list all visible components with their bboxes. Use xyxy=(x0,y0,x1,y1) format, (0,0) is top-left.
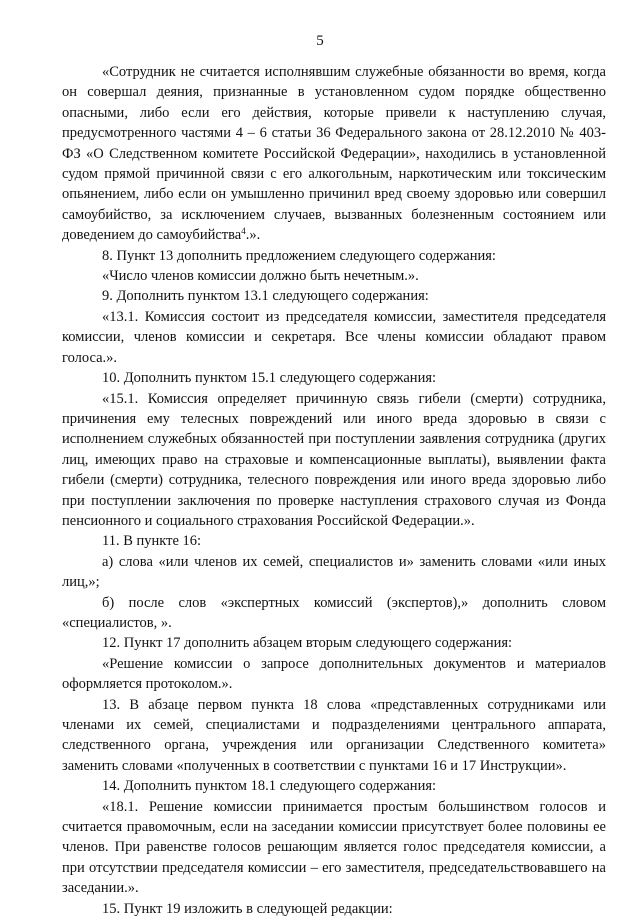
paragraph-quote-18-1: «18.1. Решение комиссии принимается простым большинством голосов и считается правомочным, если на заседании комиссии присутствует более половины ее членов. При равенстве голосов решающим является голос председателя комиссии, а при отсутствии председателя комиссии – его заместителя, председательствовавшего на заседании.». xyxy=(62,798,606,897)
paragraph-quote-odd-members: «Число членов комиссии должно быть нечетным.». xyxy=(102,268,419,285)
paragraph-item-11-b: б) после слов «экспертных комиссий (экспертов),» дополнить словом «специалистов, ». xyxy=(62,594,606,631)
paragraph-item-11: 11. В пункте 16: xyxy=(102,533,202,550)
paragraph-item-13: 13. В абзаце первом пункта 18 слова «представленных сотрудниками или членами их семей, специалистами и подразделениями центрального аппарата, следственного органа, учреждения или организации Следственного комитета» заменить словами «полученных в соответствии с пунктами 16 и 17 Инструкции». xyxy=(62,696,606,774)
paragraph-item-15: 15. Пункт 19 изложить в следующей редакции: xyxy=(102,900,393,917)
footnote-reference: 4 xyxy=(241,226,246,237)
paragraph-closing: .». xyxy=(245,227,261,244)
paragraph-item-11-a: а) слова «или членов их семей, специалистов и» заменить словами «или иных лиц,»; xyxy=(62,553,606,591)
paragraph-item-10: 10. Дополнить пунктом 15.1 следующего содержания: xyxy=(102,370,437,387)
document-body xyxy=(62,62,606,919)
paragraph-quote-employee-not-on-duty xyxy=(62,62,606,246)
paragraph-item-14: 14. Дополнить пунктом 18.1 следующего содержания: xyxy=(102,778,437,795)
paragraph-text: «Сотрудник не считается исполнявшим служебные обязанности во время, когда он совершал деяния, признанные в установленном судом порядке общественно опасными, либо если его действия, которые привели к наступлению случая, предусмотренного частями 4 – 6 статьи 36 Федерального закона от 28.12.2010 № 403-ФЗ «О Следственном комитете Российской Федерации», находились в установленной судом прямой причинной связи с его алкогольным, наркотическим или токсическим опьянением, либо если он умышленно причинил вред своему здоровью или совершил самоубийство, за исключением случаев, вызванных болезненным состоянием или доведением до самоубийства xyxy=(62,64,606,244)
page-number: 5 xyxy=(316,33,324,49)
paragraph-quote-protocol: «Решение комиссии о запросе дополнительных документов и материалов оформляется протоколом.». xyxy=(62,655,606,693)
paragraph-item-8: 8. Пункт 13 дополнить предложением следующего содержания: xyxy=(102,247,496,264)
paragraph-quote-13-1: «13.1. Комиссия состоит из председателя комиссии, заместителя председателя комиссии, членов комиссии и секретаря. Все члены комиссии обладают правом голоса.». xyxy=(62,308,606,366)
paragraph-item-12: 12. Пункт 17 дополнить абзацем вторым следующего содержания: xyxy=(102,635,513,652)
paragraph-item-9: 9. Дополнить пунктом 13.1 следующего содержания: xyxy=(102,288,429,305)
paragraph-quote-15-1: «15.1. Комиссия определяет причинную связь гибели (смерти) сотрудника, причинения ему телесных повреждений или иного вреда здоровью в связи с исполнением служебных обязанностей при поступлении заявления сотрудника (других лиц, имеющих право на страховые и компенсационные выплаты), выявлении факта гибели (смерти) сотрудника, телесного повреждения или иного вреда здоровью либо при поступлении заключения по проверке наступления страхового случая из Фонда пенсионного и социального страхования Российской Федерации.». xyxy=(62,390,606,529)
